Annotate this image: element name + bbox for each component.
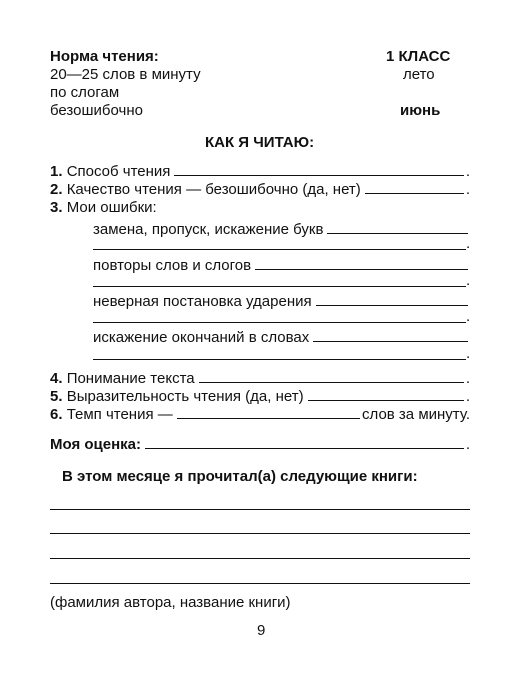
season-label: лето: [403, 66, 435, 83]
item-number: 5.: [50, 388, 63, 405]
answer-line[interactable]: [199, 382, 464, 383]
period: .: [465, 370, 470, 387]
pace-suffix: слов за минуту.: [362, 406, 470, 423]
words-per-minute-line[interactable]: [177, 418, 360, 419]
answer-line[interactable]: [313, 341, 468, 342]
answer-line[interactable]: [308, 400, 464, 401]
item-reading-method: [50, 160, 470, 180]
month-label: июнь: [400, 102, 441, 119]
mistake-label: неверная постановка ударения: [93, 293, 312, 310]
answer-line[interactable]: [93, 322, 466, 323]
period: .: [465, 436, 470, 453]
period: .: [466, 308, 471, 325]
answer-line[interactable]: [327, 233, 468, 234]
item-number: 2.: [50, 181, 63, 198]
book-line-1[interactable]: [50, 509, 470, 510]
grade-label: 1 КЛАСС: [386, 48, 451, 65]
section-title: КАК Я ЧИТАЮ:: [205, 134, 315, 151]
mistake-repetitions: [93, 254, 470, 274]
reading-norm-rate: 20—25 слов в минуту: [50, 66, 201, 83]
item-number: 6.: [50, 406, 63, 423]
period: .: [466, 272, 471, 289]
period: .: [465, 181, 470, 198]
grade-answer-line[interactable]: [145, 448, 464, 449]
item-reading-pace: [50, 403, 470, 423]
item-number: 3.: [50, 199, 63, 216]
item-label: Выразительность чтения (да, нет): [66, 388, 304, 405]
item-label: Качество чтения — безошибочно (да, нет): [66, 181, 361, 198]
answer-line[interactable]: [365, 193, 464, 194]
mistake-label: замена, пропуск, искажение букв: [93, 221, 324, 238]
item-expressiveness: [50, 385, 470, 405]
item-number: 1.: [50, 163, 63, 180]
reading-norm-accuracy: безошибочно: [50, 102, 143, 119]
answer-line[interactable]: [316, 305, 468, 306]
period: .: [466, 345, 471, 362]
item-label: Способ чтения: [66, 163, 171, 180]
reading-norm-method: по слогам: [50, 84, 120, 101]
book-line-3[interactable]: [50, 558, 470, 559]
answer-line[interactable]: [93, 286, 466, 287]
answer-line[interactable]: [93, 249, 466, 250]
reading-norm-title: Норма чтения:: [50, 48, 159, 65]
answer-line[interactable]: [174, 175, 463, 176]
mistake-label: искажение окончаний в словах: [93, 329, 310, 346]
books-caption: (фамилия автора, название книги): [50, 594, 291, 611]
item-label: Мои ошибки:: [66, 199, 157, 216]
mistake-stress: [93, 290, 470, 310]
answer-line[interactable]: [255, 269, 468, 270]
item-reading-quality: [50, 178, 470, 198]
period: .: [466, 235, 471, 252]
book-line-2[interactable]: [50, 533, 470, 534]
mistake-substitution: [93, 218, 470, 238]
period: .: [465, 388, 470, 405]
page-number: 9: [257, 622, 266, 639]
item-label: Понимание текста: [66, 370, 195, 387]
mistake-endings: [93, 326, 470, 346]
item-text-understanding: [50, 367, 470, 387]
answer-line[interactable]: [93, 359, 466, 360]
mistake-label: повторы слов и слогов: [93, 257, 252, 274]
my-grade-row: [50, 433, 470, 453]
book-line-4[interactable]: [50, 583, 470, 584]
item-number: 4.: [50, 370, 63, 387]
my-grade-label: Моя оценка:: [50, 436, 142, 453]
period: .: [465, 163, 470, 180]
item-my-mistakes: [50, 196, 470, 216]
item-label: Темп чтения —: [66, 406, 173, 423]
books-title: В этом месяце я прочитал(а) следующие книги:: [62, 468, 418, 485]
